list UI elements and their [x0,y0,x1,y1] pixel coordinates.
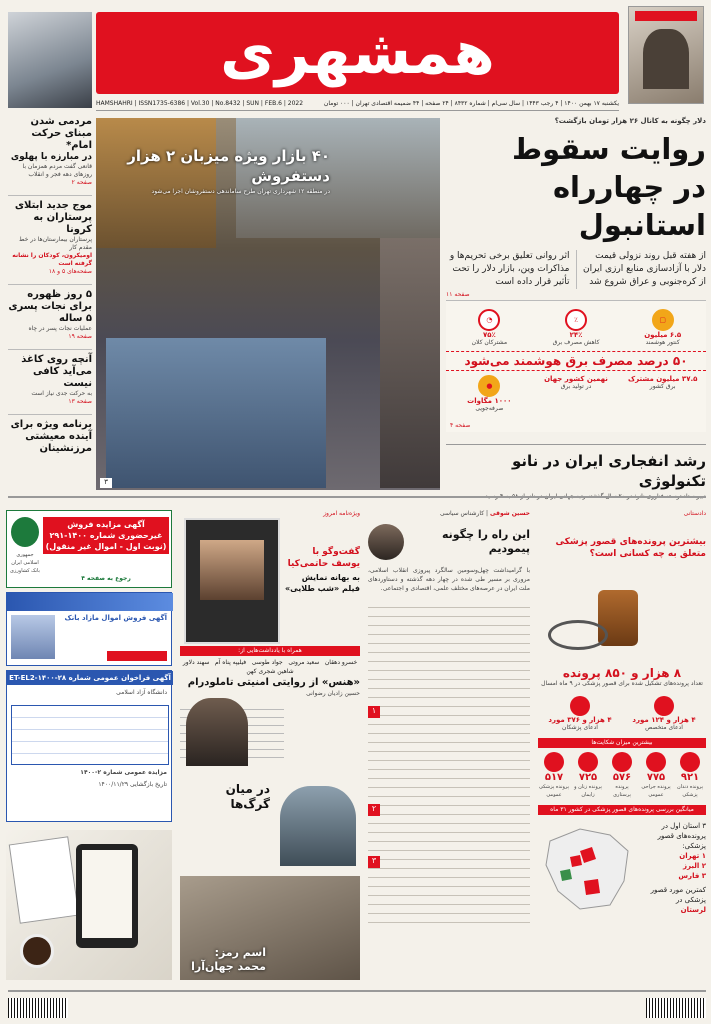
lightbulb-icon: ● [478,375,500,397]
war-film-photo[interactable]: اسم رمز: محمد جهان‌آرا [180,876,360,980]
actor-photo [186,698,248,766]
bank-logo-icon [11,517,39,547]
infographic-headline: ۵۰ درصد مصرف برق هوشمند می‌شود [446,351,706,371]
author-photo [368,524,404,560]
dateline-latin: HAMSHAHRI | ISSN1735-6386 | Vol.30 | No.8432 | SUN | FEB.6 | 2022 [96,100,304,107]
brief-item[interactable]: ۵ روز ظهوره برای نجات پسری ۵ ساله عملیات نجات پسر در چاه صفحه ۱۹ [8,284,92,341]
supplement-cover [628,6,704,104]
opinion-column[interactable]: حسین شوقی | کارشناس سیاسی این راه را چگونه پیمودیم با گرامیداشت چهل‌وسومین سالگرد پیروزی انقلاب اسلامی، مروری بر مسیر طی شده در چهار دهه گذشته و دستاوردهای ملت ایران در عرصه‌های مختلف علمی، اقتصادی و اجتماعی. ۱ ۲ ۳ [368,510,530,980]
woman-photo [280,786,356,866]
nano-story[interactable]: رشد انفجاری ایران در نانو تکنولوژی [446,444,706,501]
stat-major: ◔ ۷۵٪ مشترکان کلان [451,309,527,347]
opinion-body-text-block: ۱ ۲ ۳ [368,599,530,929]
gavel-stethoscope-illustration [538,580,706,660]
dateline [96,97,619,111]
section-divider [8,496,706,498]
electricity-infographic[interactable]: ▢ ۶.۵ میلیون کنتور هوشمند ٪ ۲۴٪ کاهش مصرف برق ◔ ۷۵٪ مشترکان کلان ۵۰ درصد مصرف برق هوشمند می‌شود ۳۷.۵ میلیون مشترک برق کشور نهمین کشور جهان در تولید برق ● ۱۰۰۰ مگاوات صرفه‌جویی صفحه ۴ [446,300,706,432]
brief-item[interactable]: موج جدید ابتلای پرستاران به کرونا پرستاران بیمارستان‌ها در خط مقدم کار اومیکرون، کودکان را نشانه گرفته است صفحه‌های ۵ و ۱۸ [8,195,92,276]
iran-map [538,821,636,917]
supplement-cover-photo [184,518,280,644]
masthead [96,12,619,94]
ad-bank-auction[interactable]: آگهی مزایده فروش غیرحضوری شماره ۱۴۰۰-۲۹۱ (نوبت اول - اموال غیر منقول) جمهوری اسلامی ایران بانک کشاورزی رجوع به صفحه ۴ [6,510,172,588]
politician-photo [8,12,92,108]
photo-headline-box[interactable]: ۴۰ بازار ویژه میزبان ۲ هزار دستفروش در منطقه ۱۲ شهرداری تهران طرح ساماندهی دستفروشان اجرا می‌شود [127,147,330,195]
meter-icon: ▢ [652,309,674,331]
film-wolves[interactable]: در میان گرگ‌ها [180,776,360,872]
ad-property-sale[interactable]: آگهی فروش اموال مازاد بانک [6,592,172,666]
main-kicker: دلار چگونه به کانال ۲۶ هزار تومان بازگشت؟ [554,117,706,125]
brief-item[interactable]: برنامه ویژه برای آینده معیشتی مرزنشینان [8,414,92,455]
lede-left: اثر روانی تعلیق برخی تحریم‌ها و مذاکرات وین، بازار دلار را تحت تأثیر قرار داده است [449,251,570,287]
medical-malpractice-infographic[interactable]: دادستانی بیشترین پرونده‌های قصور پزشکی متعلق به چه کسانی است؟ ۸ هزار و ۸۵۰ پرونده تعداد پرونده‌های تشکیل شده برای قصور پزشکی در ۹ ماه امسال ۴ هزار و ۱۲۴ مورد ادعای متخصص ۴ هزار و ۳۷۶ مورد ادعای پزشکان بیشترین میزان شکایت‌ها ۹۲۱ پرونده دندان پزشکی ۷۷۵ پرونده جراحی عمومی ۵۷۶ پرونده پرستاری ۷۲۵ پرونده زنان و زایمان ۵۱۷ پرونده پزشکی عمومی میانگین بررسی پرونده‌های قصور پزشکی در کشور ۳۱ ماه ۳ استان اول در پرونده‌های قصور پزشکی: ۱ تهران ۲ البرز ۳ فارس کمترین مورد قصور پزشکی در لرستان [538,510,706,980]
main-story[interactable]: دلار چگونه به کانال ۲۶ هزار تومان بازگشت؟ روایت سقوط در چهارراه استانبول از هفته قبل روند نزولی قیمت دلار با آزادسازی منابع ارزی ایران از کره‌جنوبی و عراق شروع شد اثر روانی تعلیق برخی تحریم‌ها و مذاکرات وین، بازار دلار را تحت تأثیر قرار داده است صفحه ۱۱ [446,117,706,298]
stat-smart-meters: ▢ ۶.۵ میلیون کنتور هوشمند [625,309,701,347]
building-photo [11,615,55,659]
newspaper-title: همشهری [220,18,495,88]
coffee-cup-icon [20,934,54,968]
ad-public-call[interactable]: آگهی فراخوان عمومی شماره ۲۸-ET-EL2-۱۴۰۰ دانشگاه آزاد اسلامی مزایده عمومی شماره ۲-۱۴۰۰ تاریخ بازگشایی ۱۴۰۰/۱۱/۲۹ [6,670,172,822]
opinion-headline: این راه را چگونه پیمودیم [441,528,530,555]
gavel-icon [570,696,590,716]
doctor-icon [654,696,674,716]
footer-rule [8,990,706,992]
main-headline-2: در چهارراه استانبول [552,170,706,242]
barcode [646,998,706,1018]
subscription-ad[interactable] [6,830,172,980]
tablet-icon [76,844,138,948]
percent-icon: ٪ [565,309,587,331]
contributors-list: خسرو دهقان سعید مروتی جواد طوسی فیلیپه پناه آم سهند دلاور شاهین شجری کهن [182,659,358,675]
specialties-row: ۹۲۱ پرونده دندان پزشکی ۷۷۵ پرونده جراحی عمومی ۵۷۶ پرونده پرستاری ۷۲۵ پرونده زنان و زایمان ۵۱۷ پرونده پزشکی عمومی [538,752,706,799]
lede-right: از هفته قبل روند نزولی قیمت دلار با آزادسازی منابع ارزی ایران از کره‌جنوبی و عراق شروع شد [583,251,706,287]
dateline-persian: یکشنبه ۱۷ بهمن ۱۴۰۰ | ۴ رجب ۱۴۴۳ | سال سی‌ام | شماره ۸۴۳۲ | ۲۴ صفحه | ۴۴ ضمیمه اقتصادی تهران | ۰۰۰ تومان [323,100,619,107]
barcode [8,998,68,1018]
brief-item[interactable]: آنچه روی کاغذ می‌آید کافی نیست به حرکت جدی نیاز است صفحه ۱۳ [8,349,92,406]
culture-section[interactable]: ویژه‌نامه امروز گفت‌وگو با یوسف حاتمی‌کیا به بهانه نمایش فیلم «شب طلایی» همراه با یادداشت‌هایی از: خسرو دهقان سعید مروتی جواد طوسی فیلیپه پناه آم سهند دلاور شاهین شجری کهن [180,510,360,670]
left-briefs-column [8,116,92,486]
brief-item[interactable]: مردمی شدن مبنای حرکت امام* در مبارزه با پهلوی قانعی گفت مردم همزمان با روزهای دهه فجر و انقلاب صفحه ۲ [10,116,92,186]
gauge-icon: ◔ [478,309,500,331]
film-review[interactable]: «هنس» از روایتی امنیتی تاملودرام حسین زادیان رضوانی [180,676,360,762]
main-headline-1: روایت سقوط [511,132,706,166]
photo-page-badge: ۳ [100,478,112,488]
stat-reduction: ٪ ۲۴٪ کاهش مصرف برق [538,309,614,347]
